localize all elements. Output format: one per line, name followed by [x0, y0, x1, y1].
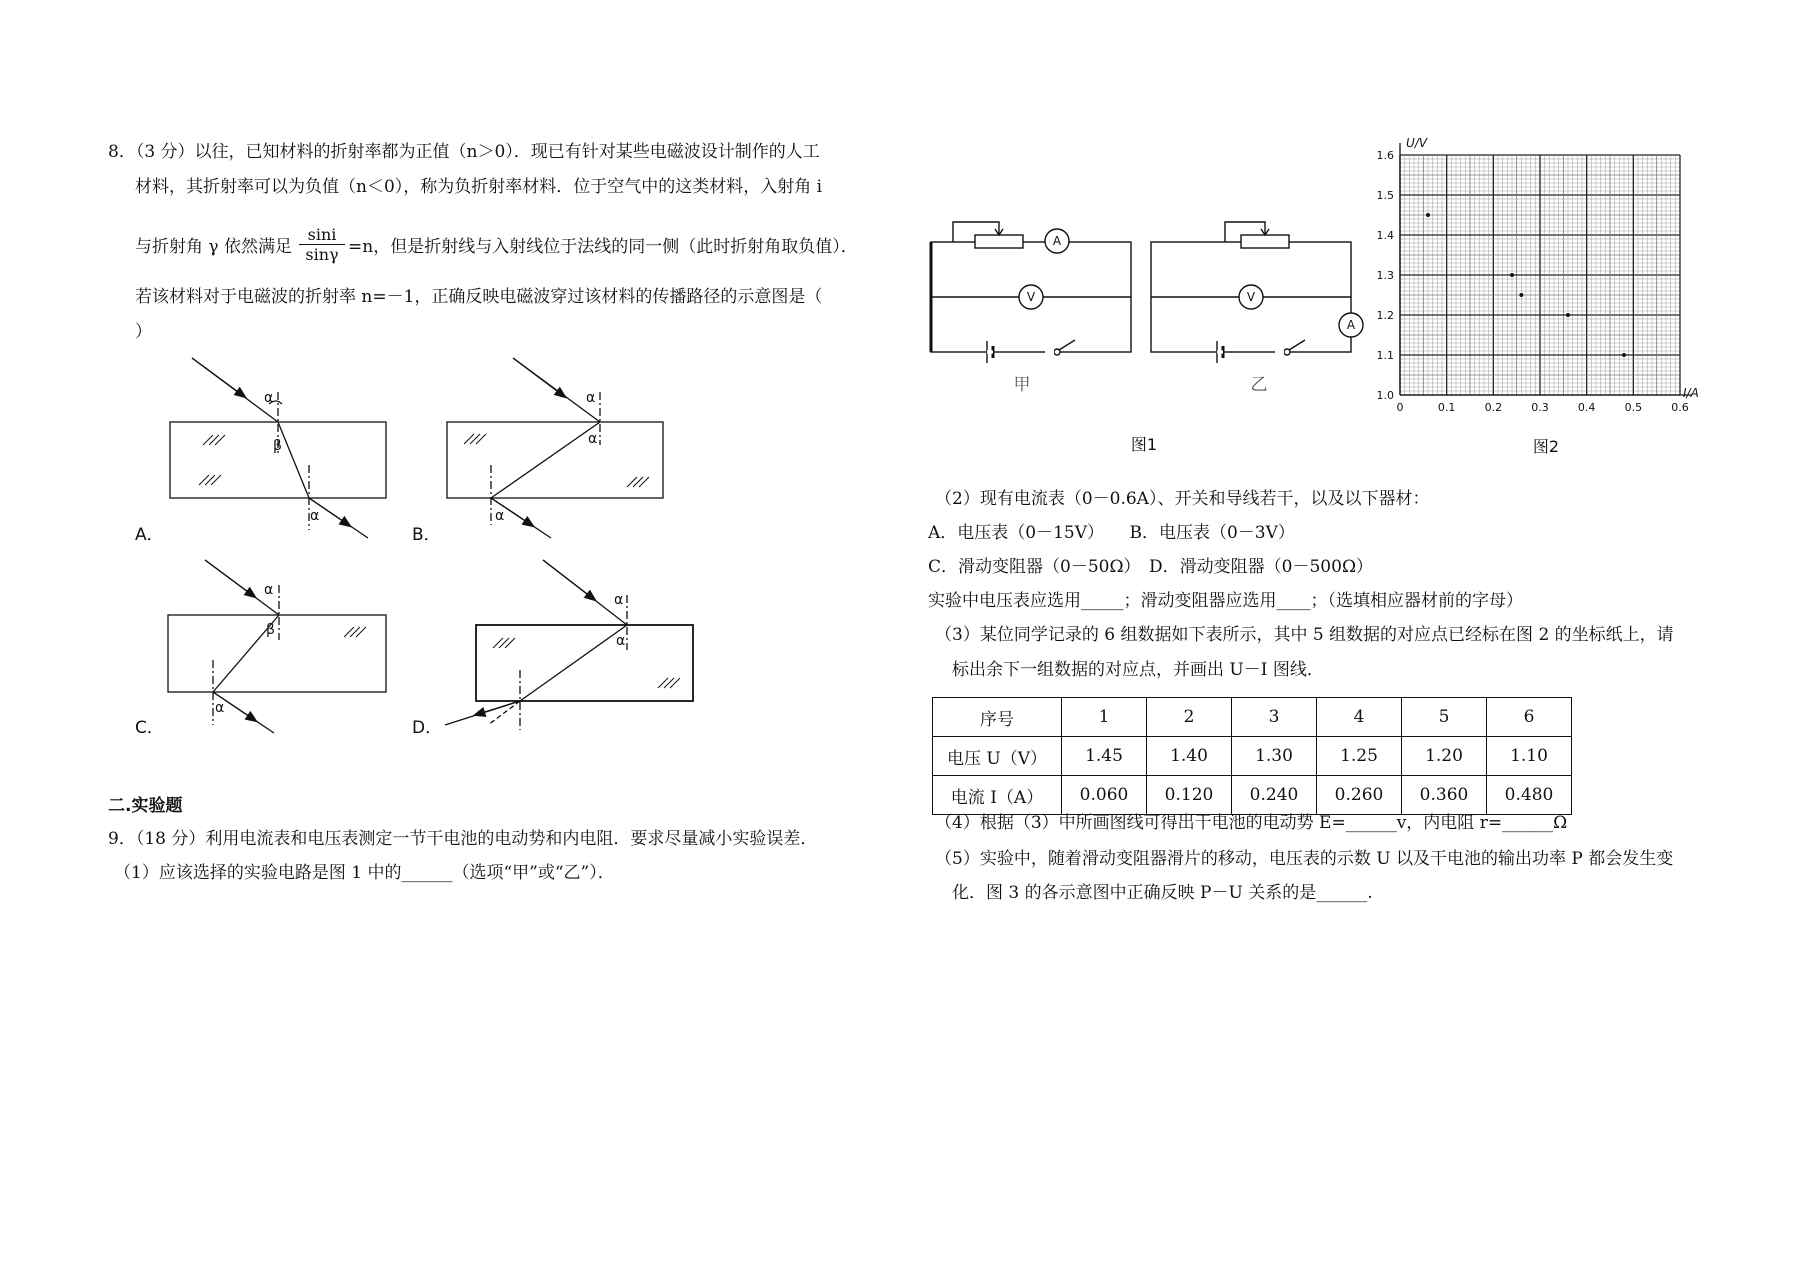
table-cell: 5: [1402, 698, 1487, 737]
table-row: [933, 698, 1572, 737]
circuit-yi: [1151, 222, 1363, 363]
q8-line2: 材料，其折射率可以为负值（n＜0），称为负折射率材料．位于空气中的这类材料，入射角 i: [135, 177, 823, 197]
q9-line1: 9．（18 分）利用电流表和电压表测定一节干电池的电动势和内电阻．要求尽量减小实验误差．: [108, 829, 818, 849]
data-point: [1566, 313, 1570, 317]
q9-part2: （2）现有电流表（0－0.6A）、开关和导线若干，以及以下器材：: [935, 489, 1430, 509]
table-cell: 0.060: [1062, 776, 1147, 815]
angle-label: α: [264, 390, 274, 406]
q8-line3-post: =n，但是折射线与入射线位于法线的同一侧（此时折射角取负值）．: [348, 237, 858, 257]
table-cell: 0.360: [1402, 776, 1487, 815]
data-point: [1510, 273, 1514, 277]
figure1-circuits: [925, 200, 1375, 460]
angle-label: β: [266, 622, 275, 638]
table-row: [933, 776, 1572, 815]
angle-label: α: [310, 508, 320, 524]
x-tick-label: 0.5: [1624, 401, 1643, 414]
y-tick-label: 1.0: [1376, 389, 1394, 402]
table-cell: 电流 I（A）: [933, 776, 1062, 815]
table-cell: 0.480: [1487, 776, 1572, 815]
table-cell: 2: [1147, 698, 1232, 737]
option-a-label: A．: [135, 525, 164, 545]
q9-options-ab: A．电压表（0－15V） B．电压表（0－3V）: [928, 523, 1295, 543]
figure2-caption: 图2: [1532, 437, 1560, 456]
angle-label: α: [264, 582, 274, 598]
table-cell: 3: [1232, 698, 1317, 737]
table-cell: 1.20: [1402, 737, 1487, 776]
fraction-numerator: sini: [299, 225, 345, 245]
q8-line4: 若该材料对于电磁波的折射率 n=－1，正确反映电磁波穿过该材料的传播路径的示意图是（: [135, 287, 823, 307]
q9-part5a: （5）实验中，随着滑动变阻器滑片的移动，电压表的示数 U 以及干电池的输出功率 P 都会发生变: [935, 849, 1674, 869]
ammeter-icon: A: [1346, 318, 1356, 332]
table-cell: 1.30: [1232, 737, 1317, 776]
x-tick-label: 0.2: [1484, 401, 1503, 414]
table-cell: 0.120: [1147, 776, 1232, 815]
data-point: [1426, 213, 1430, 217]
y-tick-label: 1.1: [1376, 349, 1394, 362]
y-tick-label: 1.2: [1376, 309, 1394, 322]
table-cell: 1.25: [1317, 737, 1402, 776]
option-c-diagram: [168, 560, 386, 733]
ammeter-icon: A: [1052, 234, 1062, 248]
q9-part3a: （3）某位同学记录的 6 组数据如下表所示，其中 5 组数据的对应点已经标在图 2 的坐标纸上，请: [935, 625, 1674, 645]
table-cell: 1: [1062, 698, 1147, 737]
data-point: [1519, 293, 1523, 297]
x-tick-label: 0.4: [1577, 401, 1596, 414]
q8-option-diagrams: [0, 0, 900, 738]
angle-label: α: [616, 633, 626, 649]
y-tick-label: 1.4: [1376, 229, 1394, 242]
q9-options-cd: C．滑动变阻器（0－50Ω） D．滑动变阻器（0－500Ω）: [928, 557, 1374, 577]
figure1-caption: 图1: [1130, 435, 1158, 454]
section-heading: 二.实验题: [108, 796, 183, 816]
circuit-label-yi: 乙: [1250, 375, 1268, 395]
table-cell: 电压 U（V）: [933, 737, 1062, 776]
y-tick-label: 1.5: [1376, 189, 1394, 202]
x-axis-label: I/A: [1683, 386, 1699, 400]
angle-label: α: [586, 390, 596, 406]
option-c-label: C．: [135, 718, 164, 738]
q9-part5b: 化．图 3 的各示意图中正确反映 P－U 关系的是______.: [952, 883, 1373, 903]
q9-part4: （4）根据（3）中所画图线可得出干电池的电动势 E=______v，内电阻 r=______Ω: [935, 813, 1568, 833]
circuit-label-jia: 甲: [1013, 375, 1031, 395]
option-d-label: D．: [412, 718, 443, 738]
angle-label: α: [614, 592, 624, 608]
table-cell: 4: [1317, 698, 1402, 737]
chart-grid: [1400, 143, 1692, 395]
q9-part2b: 实验中电压表应选用_____；滑动变阻器应选用____；（选填相应器材前的字母）: [928, 591, 1523, 611]
x-tick-label: 0: [1396, 401, 1404, 414]
x-tick-label: 0.3: [1531, 401, 1549, 414]
q8-line1: 8．（3 分）以往，已知材料的折射率都为正值（n＞0）．现已有针对某些电磁波设计制作的人工: [108, 142, 820, 162]
angle-label: α: [495, 508, 505, 524]
table-cell: 0.240: [1232, 776, 1317, 815]
voltmeter-icon: V: [1026, 290, 1036, 304]
q8-line3-pre: 与折射角 γ 依然满足: [135, 237, 292, 257]
table-cell: 1.40: [1147, 737, 1232, 776]
table-cell: 6: [1487, 698, 1572, 737]
angle-label: β: [273, 438, 282, 454]
angle-label: α: [588, 431, 598, 447]
angle-label: α: [215, 700, 225, 716]
q8-line5: ）: [135, 322, 152, 342]
option-d-diagram: [445, 560, 693, 730]
table-cell: 0.260: [1317, 776, 1402, 815]
figure2-ui-chart: [1360, 135, 1699, 456]
q9-part1: （1）应该选择的实验电路是图 1 中的______（选项“甲”或“乙”）．: [114, 863, 615, 883]
table-row: [933, 737, 1572, 776]
table-cell: 1.45: [1062, 737, 1147, 776]
data-point: [1622, 353, 1626, 357]
y-tick-label: 1.3: [1376, 269, 1394, 282]
y-axis-label: U/V: [1406, 136, 1428, 150]
x-tick-label: 0.1: [1437, 401, 1456, 414]
option-b-diagram: [447, 358, 663, 538]
y-tick-label: 1.6: [1376, 149, 1394, 162]
table-cell: 序号: [933, 698, 1062, 737]
x-tick-label: 0.6: [1671, 401, 1689, 414]
option-b-label: B．: [412, 525, 441, 545]
table-cell: 1.10: [1487, 737, 1572, 776]
fraction-denominator: sinγ: [305, 245, 339, 264]
data-table: [932, 697, 1572, 815]
q9-part3b: 标出余下一组数据的对应点，并画出 U－I 图线．: [952, 660, 1324, 680]
voltmeter-icon: V: [1246, 290, 1256, 304]
